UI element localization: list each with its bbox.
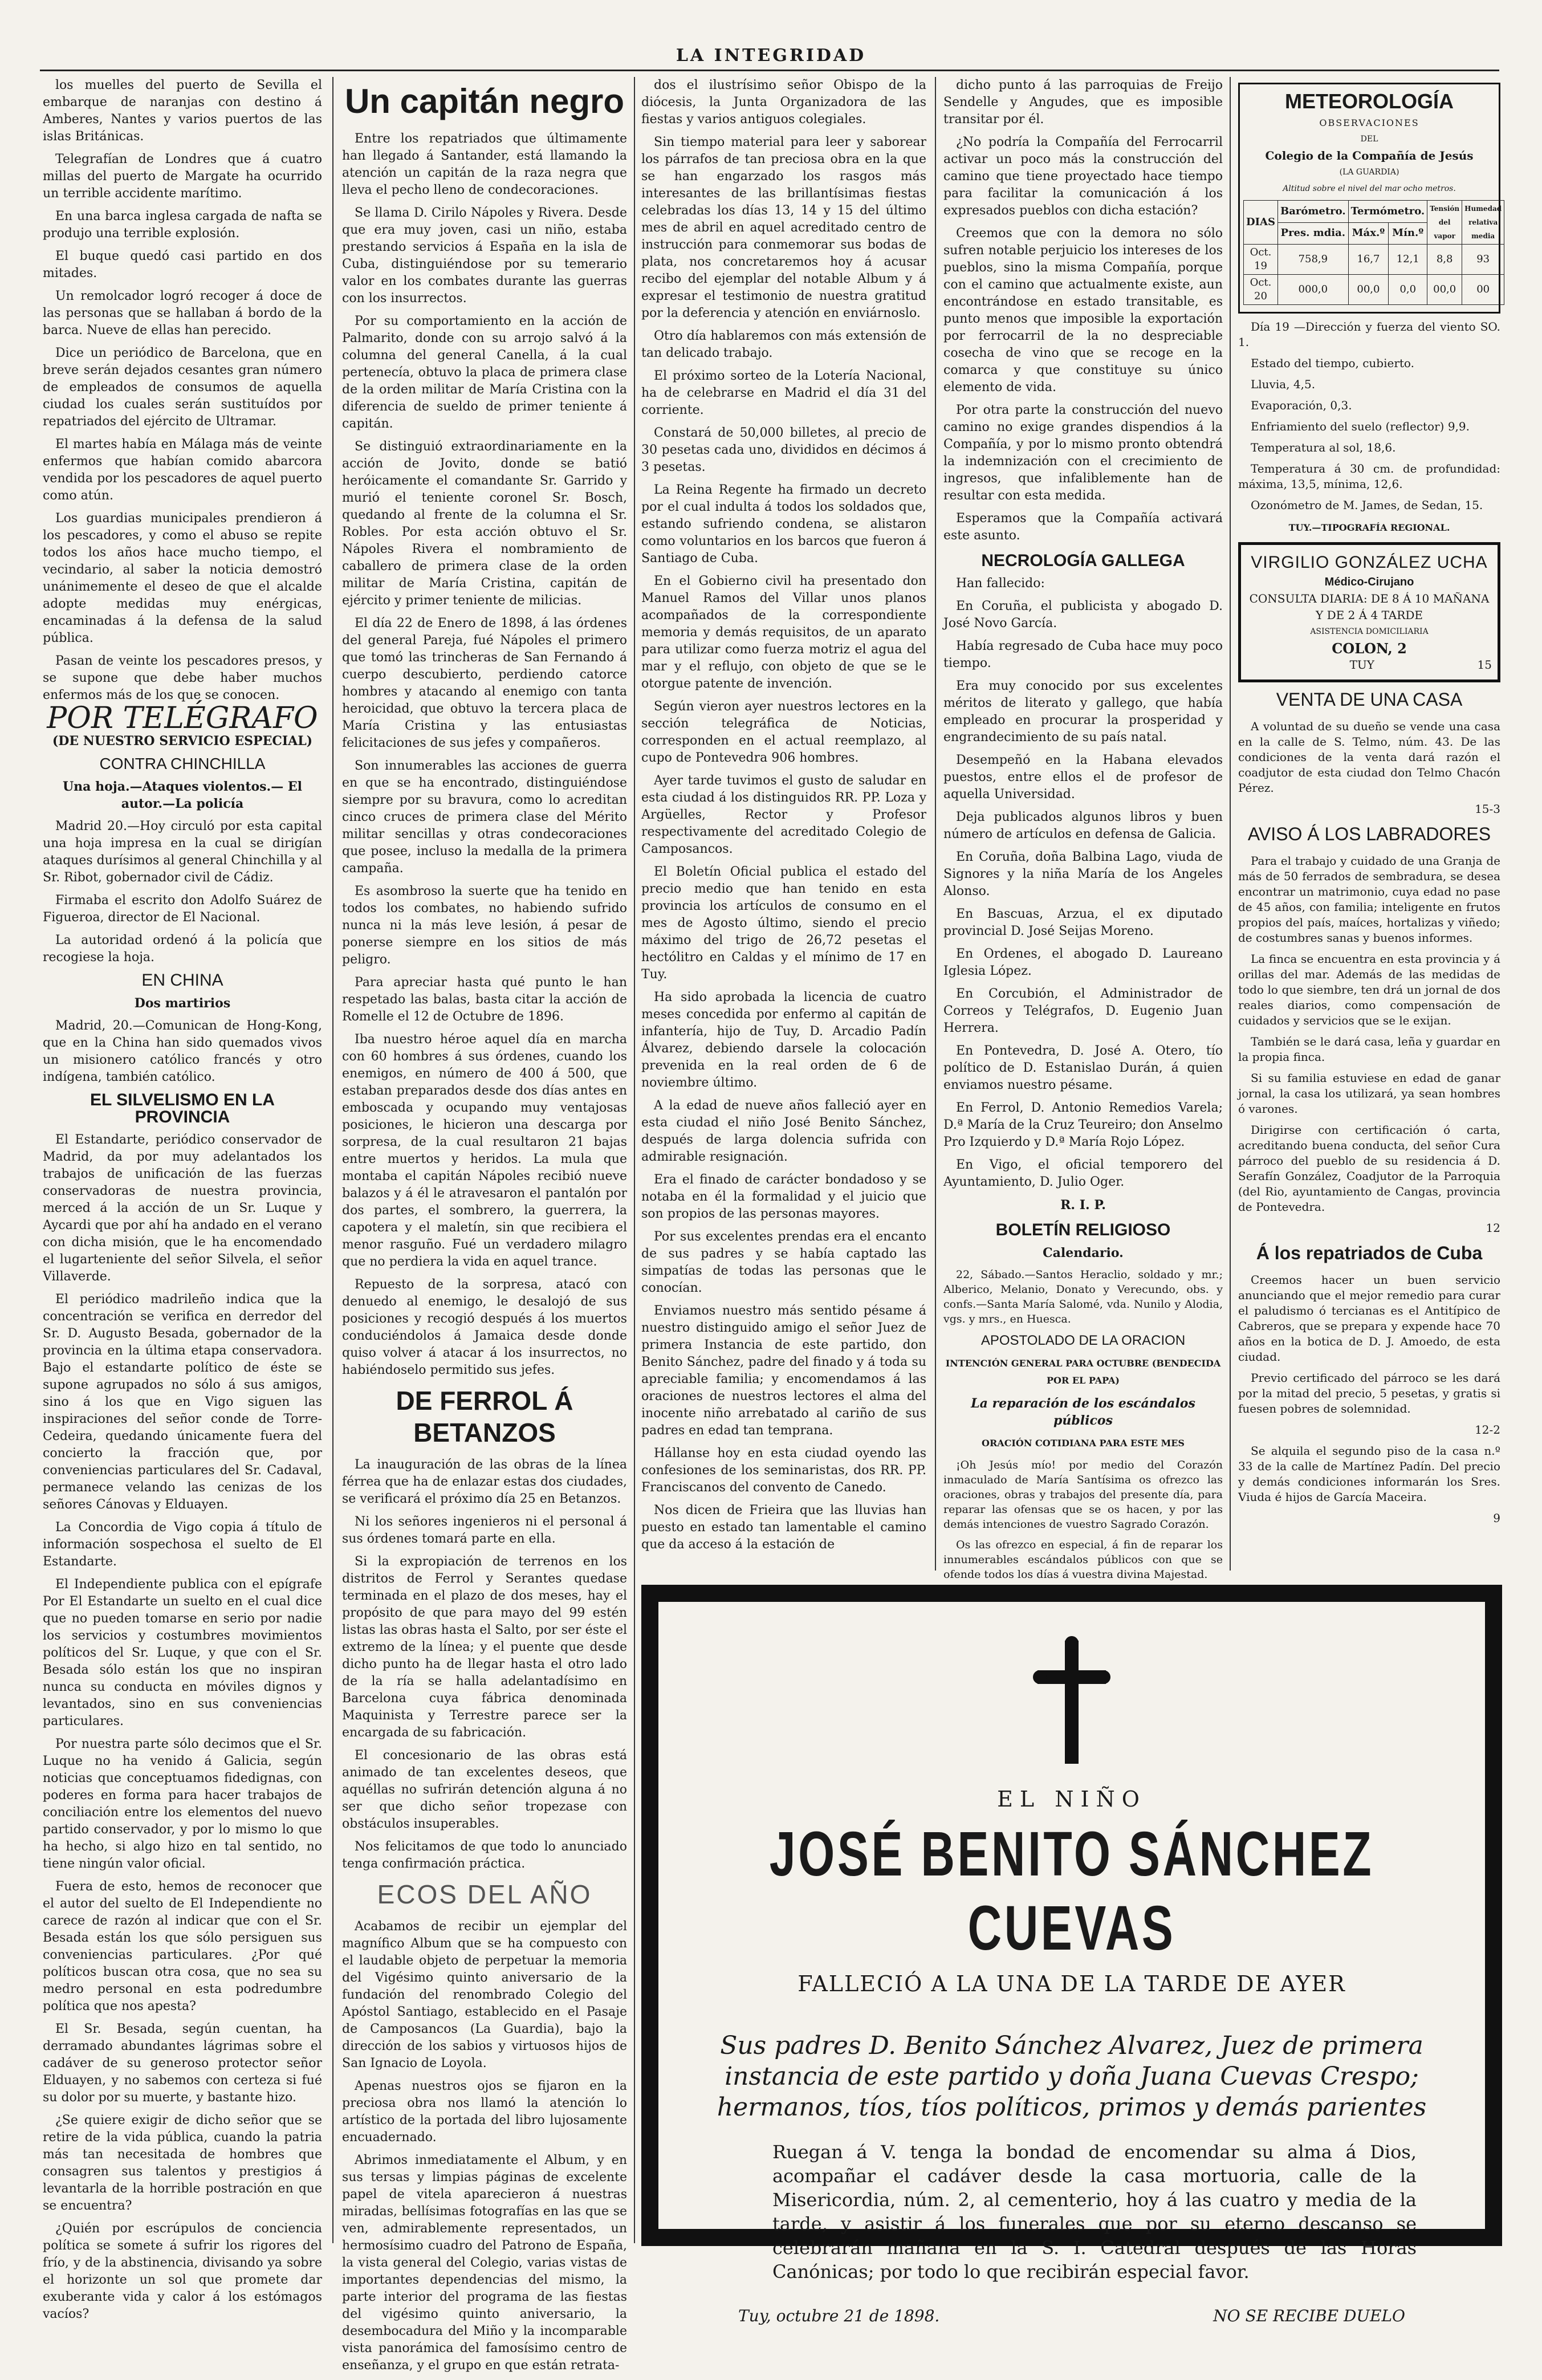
news-item: Madrid, 20.—Comunican de Hong-Kong, que en la China han sido quemados vivos un misionero católico francés y otro indígena, también católico. [43, 1019, 322, 1084]
article-subheading: INTENCIÓN GENERAL PARA OCTUBRE (BENDECIDA POR EL PAPA) [945, 1358, 1221, 1386]
news-item: Entre los repatriados que últimamente han llegado á Santander, está llamando la atención un capitán de la raza negra que lleva el pecho lleno de condecoraciones. [342, 132, 627, 197]
ad-number: 9 [1493, 1511, 1500, 1525]
weather-subtitle: (LA GUARDIA) [1339, 168, 1399, 177]
news-item: Nos felicitamos de que todo lo anunciado tenga confirmación práctica. [342, 1840, 627, 1871]
news-item: Apenas nuestros ojos se fijaron en la preciosa obra nos llamó la atención lo artístico de la portada del libro lujosamente encuadernado. [342, 2079, 627, 2145]
weather-note: Evaporación, 0,3. [1251, 398, 1352, 412]
obituary-footer [738, 2306, 1405, 2325]
news-item: Dice un periódico de Barcelona, que en breve serán dejados cesantes gran número de empleados de consumos de aquella ciudad los cuales serán sustituídos por repatriados del ejército de Ultramar. [43, 346, 322, 429]
news-item: Por otra parte la construcción del nuevo camino no exige grandes dispendios á la Compañía, y por lo mismo pronto obtendrá la indemnización con el crecimiento de ingresos, que infaliblemente han de resultar con esta medida. [943, 403, 1223, 503]
column-5 [1238, 77, 1500, 1571]
column-3 [641, 77, 926, 1571]
news-item: Por su comportamiento en la acción de Palmarito, donde con su arrojo salvó á la columna del general Canella, á la cual pertenecía, obtuvo la placa de primera clase de la orden militar de María Cristina con la diferencia de sueldo de primer teniente á capitán. [342, 314, 627, 431]
news-item: El martes había en Málaga más de veinte enfermos que habían comido abarcora vendida por los pescadores de aquel puerto como atún. [43, 437, 322, 503]
ad-text: Dirigirse con certificación ó carta, acreditando buena conducta, del señor Cura párroco del pueblo de su residencia á D. Serafín González, Coadjutor de la Parroquia (del Rio, ayuntamiento de Cangas, provincia de Pontevedra. [1238, 1123, 1500, 1214]
news-item: El próximo sorteo de la Lotería Nacional, ha de celebrarse en Madrid el día 31 del corriente. [641, 369, 926, 417]
article-heading: ECOS DEL AÑO [377, 1879, 592, 1909]
ad-number: 12 [1486, 1221, 1500, 1235]
ad-text: Para el trabajo y cuidado de una Granja de más de 50 ferrados de sembradura, se desea encontrar un matrimonio, cuya edad no pase de 45 años, con familia; inteligente en frutos propios del país, maíces, hortalizas y viñedo; de costumbres sanas y buenos informes. [1238, 854, 1500, 945]
news-item: La autoridad ordenó á la policía que recogiese la hoja. [43, 933, 322, 965]
ad-text: Si su familia estuviese en edad de ganar jornal, la casa los utilizará, ya sean hombres ó varones. [1238, 1071, 1500, 1116]
weather-altitude: Altitud sobre el nivel del mar ocho metros. [1283, 184, 1456, 193]
news-item: Enviamos nuestro más sentido pésame á nuestro distinguido amigo el señor Juez de primera Instancia de este partido, don Benito Sánchez, padre del finado y á toda su apreciable familia; y encomendamos á las oraciones de nuestros lectores el alma del inocente niño arrebatado al cariño de sus padres en edad tan temprana. [641, 1304, 926, 1438]
news-item: Firmaba el escrito don Adolfo Suárez de Figueroa, director de El Nacional. [43, 893, 322, 925]
news-item: ¿Se quiere exigir de dicho señor que se retire de la vida pública, cuando la patria más tan necesitada de hombres que consagren sus talentos y prestigios á levantarla de la horrible postración en que se encuentra? [43, 2113, 322, 2213]
table-cell: 00,0 [1348, 275, 1389, 305]
news-item: Abrimos inmediatamente el Album, y en sus tersas y limpias páginas de excelente papel de vitela aparecieron á nuestras miradas, bellísimas fotografías en las que se ven, admirablemente representados, un hermosísimo cuadro del Patrono de España, la vista general del Colegio, varias vistas de importantes dependencias del mismo, la parte interior del programa de las fiestas del vigésimo quinto aniversario, la desembocadura del Miño y la incomparable vista panorámica del famosísimo centro de enseñanza, y el grupo en que están retrata- [342, 2153, 627, 2373]
deceased-name: JOSÉ BENITO SÁNCHEZ CUEVAS [769, 1819, 1374, 1963]
article-heading: EN CHINA [141, 971, 223, 990]
weather-box [1238, 83, 1500, 314]
article-subheading: Calendario. [1043, 1246, 1124, 1260]
table-cell: 758,9 [1278, 245, 1349, 275]
table-header: DIAS [1244, 201, 1278, 245]
table-cell: 8,8 [1427, 245, 1462, 275]
obituary-label: EL NIÑO [997, 1787, 1146, 1812]
obituary-notice [641, 1585, 1502, 2325]
table-header: Tensión del vapor [1427, 201, 1462, 245]
obituary-family: Sus padres D. Benito Sánchez Alvarez, Juez de primera instancia de este partido y doña Juana Cuevas Crespo; hermanos, tíos, tíos políticos, primos y demás parientes [717, 2031, 1427, 2122]
ad-heading: AVISO Á LOS LABRADORES [1247, 824, 1491, 844]
news-item: Se llama D. Cirilo Nápoles y Rivera. Desde que era muy joven, casi un niño, estaba prestando servicios á España en la isla de Cuba, distinguiéndose por su temerario valor en los combates durante las guerras con los insurrectos. [342, 206, 627, 306]
table-cell: Oct. 20 [1244, 275, 1278, 305]
news-item: Son innumerables las acciones de guerra en que se ha encontrado, distinguiéndose siempre por su bravura, como lo acreditan cinco cruces de primera clase del Mérito militar sencillas y otras condecoraciones que posee, incluso la medalla de la primera campaña. [342, 759, 627, 876]
news-item: Deja publicados algunos libros y buen número de artículos en defensa de Galicia. [943, 810, 1223, 841]
obituary-death-line: FALLECIÓ A LA UNA DE LA TARDE DE AYER [798, 1971, 1346, 1996]
weather-note: Temperatura al sol, 18,6. [1251, 441, 1396, 454]
news-item: Os las ofrezco en especial, á fin de reparar los innumerables escándalos públicos con que se ofende todos los días á vuestra divina Majestad. [943, 1539, 1223, 1581]
article-subheading: ORACIÓN COTIDIANA PARA ESTE MES [982, 1438, 1185, 1449]
news-item: Creemos que con la demora no sólo sufren notable perjuicio los intereses de los pueblos, sino la misma Compañía, porque con el camino que actualmente existe, aun encontrándose en estado transitable, es punto menos que imposible la exportación por ferrocarril de la no despreciable cosecha de vino que se recoge en la comarca y que constituye su único elemento de vida. [943, 226, 1223, 394]
table-header: Humedad relativa media [1462, 201, 1504, 245]
news-item: Otro día hablaremos con más extensión de tan delicado trabajo. [641, 329, 926, 360]
ad-footer [1247, 657, 1492, 673]
table-row [1244, 245, 1504, 275]
news-item: Era muy conocido por sus excelentes méritos de literato y gallego, que había empleado en procurar la prosperidad y engrandecimiento de su país natal. [943, 679, 1223, 744]
ad-text: Y DE 2 Á 4 TARDE [1316, 608, 1423, 622]
news-item: Han fallecido: [956, 576, 1045, 591]
news-item: Para apreciar hasta qué punto le han respetado las balas, basta citar la acción de Romelle el 12 de Octubre de 1896. [342, 975, 627, 1024]
news-item: El Estandarte, periódico conservador de Madrid, da por muy adelantados los trabajos de unificación de las fuerzas conservadoras de nuestra provincia, merced á la acción de un Sr. Luque y Aycardi que por ahí ha andado en el verano con dicha misión, que le ha encomendado el lugarteniente del señor Silvela, el señor Villaverde. [43, 1133, 322, 1284]
masthead: LA INTEGRIDAD [676, 46, 866, 66]
section-heading: NECROLOGÍA GALLEGA [981, 551, 1185, 570]
news-item: Telegrafían de Londres que á cuatro millas del puerto de Margate ha ocurrido un terrible accidente marítimo. [43, 152, 322, 201]
ad-text: ASISTENCIA DOMICILIARIA [1310, 627, 1429, 636]
news-item: Desempeñó en la Habana elevados puestos, entre ellos el de profesor de aquella Universidad. [943, 753, 1223, 802]
rip-line: R. I. P. [1060, 1198, 1106, 1213]
news-item: Acabamos de recibir un ejemplar del magnífico Album que se ha compuesto con el laudable objeto de perpetuar la memoria del Vigésimo quinto aniversario de la fundación del renombrado Colegio del Apóstol Santiago, establecido en el Pasaje de Camposancos (La Guardia), bajo la dirección de los sabios y virtuosos hijos de San Ignacio de Loyola. [342, 1919, 627, 2070]
news-item: Por sus excelentes prendas era el encanto de sus padres y se había captado las simpatías de todas las personas que le conocían. [641, 1230, 926, 1295]
news-item: En Bascuas, Arzua, el ex diputado provincial D. José Seijas Moreno. [943, 907, 1223, 938]
news-item: El Sr. Besada, según cuentan, ha derramado abundantes lágrimas sobre el cadáver de su generoso protector señor Elduayen, y no sabemos con certeza si fué su dolor por su muerte, y bastante hizo. [43, 2022, 322, 2105]
news-item: Se distinguió extraordinariamente en la acción de Jovito, donde se batió heróicamente el comandante Sr. Garrido y murió el teniente coronel Sr. Bosch, quedando al frente de la columna el Sr. Robles. Por esta acción obtuvo el Sr. Nápoles Rivera el nombramiento de caballero de primera clase de la orden militar de María Cristina, capitán de ejército y primer teniente de milicias. [342, 440, 627, 608]
news-item: En el Gobierno civil ha presentado don Manuel Ramos del Villar unos planos acompañados de la correspondiente memoria y demás requisitos, de un aparato para utilizar como fuerza motriz el agua del mar y el reflujo, con objeto de que se le otorgue patente de invención. [641, 574, 926, 691]
weather-note: Estado del tiempo, cubierto. [1251, 356, 1414, 370]
news-item: Nos dicen de Frieira que las lluvias han puesto en estado tan lamentable el camino que da acceso á la estación de [641, 1503, 926, 1552]
article-subheading: La reparación de los escándalos públicos [971, 1396, 1195, 1428]
news-item: En Corcubión, el Administrador de Correos y Telégrafos, D. Eugenio Juan Herrera. [943, 987, 1223, 1035]
ad-text: COLON, 2 [1332, 640, 1407, 657]
news-item: los muelles del puerto de Sevilla el embarque de naranjas con destino á Amberes, Nantes y varios puertos de las islas Británicas. [43, 78, 322, 144]
table-cell: 00,0 [1427, 275, 1462, 305]
news-item: El día 22 de Enero de 1898, á las órdenes del general Pareja, fué Nápoles el primero que tomó las trincheras de San Fernando á cuerpo descubierto, perdiendo catorce hombres y atacando al enemigo con tanta heroicidad, que obtuvo la tercera placa de María Cristina y las entusiastas felicitaciones de sus jefes y compañeros. [342, 616, 627, 750]
news-item: El buque quedó casi partido en dos mitades. [43, 249, 322, 280]
news-item: 22, Sábado.—Santos Heraclio, soldado y mr.; Alberico, Melanio, Donato y Verecundo, obs. y confs.—Santa María Salomé, vda. Nunilo y Alodia, vgs. y mrs., en Huesca. [943, 1268, 1223, 1325]
news-item: Un remolcador logró recoger á doce de las personas que se hallaban á bordo de la barca. Nueve de ellas han perecido. [43, 289, 322, 337]
news-item: ¿No podría la Compañía del Ferrocarril activar un poco más la construcción del camino que tiene proyectado hace tiempo para facilitar la comunicación á los expresados pueblos con dicha estación? [943, 135, 1223, 218]
table-header: Mín.º [1389, 222, 1427, 245]
printer-line: TUY.—TIPOGRAFÍA REGIONAL. [1288, 522, 1450, 533]
table-cell: 16,7 [1348, 245, 1389, 275]
news-item: Era el finado de carácter bondadoso y se notaba en él la formalidad y el juicio que son propios de las personas mayores. [641, 1173, 926, 1221]
table-cell: 93 [1462, 245, 1504, 275]
cross-icon [1015, 1636, 1129, 1773]
news-item: dos el ilustrísimo señor Obispo de la diócesis, la Junta Organizadora de las fiestas y varios antiguos colegiales. [641, 78, 926, 127]
weather-subtitle: DEL [1360, 135, 1378, 144]
obituary-no-duelo: NO SE RECIBE DUELO [1213, 2306, 1405, 2325]
table-cell: 00 [1462, 275, 1504, 305]
news-item: En Vigo, el oficial temporero del Ayuntamiento, D. Julio Oger. [943, 1158, 1223, 1189]
column-4 [943, 77, 1223, 1581]
news-item: La Concordia de Vigo copia á título de información sospechosa el suelto de El Estandarte. [43, 1520, 322, 1569]
news-item: En Ordenes, el abogado D. Laureano Iglesia López. [943, 947, 1223, 978]
column-divider [1230, 77, 1231, 1571]
ad-heading: Á los repatriados de Cuba [1256, 1243, 1483, 1263]
section-subheading: (DE NUESTRO SERVICIO ESPECIAL) [52, 734, 313, 748]
column-divider [935, 77, 936, 1571]
news-item: El periódico madrileño indica que la concentración se verifica en derredor del Sr. D. Augusto Besada, gobernador de la provincia en la última etapa conservadora. Bajo el estandarte político de éste se supone agrupados no sólo á sus amigos, sino á los que en Vigo siguen las inspiraciones del señor conde de Torre-Cedeira, quedando únicamente fuera del concierto la fracción que, por conveniencias particulares del Sr. Cadaval, permanece velando las cenizas de los señores Cánovas y Elduayen. [43, 1292, 322, 1512]
news-item: El Boletín Oficial publica el estado del precio medio que han tenido en esta provincia los artículos de consumo en el mes de Agosto último, siendo el precio máximo del trigo de 26,72 pesetas el hectólitro en Caldas y el mínimo de 17 en Tuy. [641, 865, 926, 982]
article-heading: APOSTOLADO DE LA ORACION [980, 1333, 1186, 1348]
news-item: Constará de 50,000 billetes, al precio de 30 pesetas cada uno, divididos en décimos á 3 pesetas. [641, 426, 926, 474]
column-2 [342, 77, 627, 2380]
table-header: Máx.º [1348, 222, 1389, 245]
news-item: Es asombroso la suerte que ha tenido en todos los combates, no habiendo sufrido nunca ni la más leve lesión, á pesar de ponerse siempre en los sitios de más peligro. [342, 884, 627, 967]
news-item: Madrid 20.—Hoy circuló por esta capital una hoja impresa en la cual se dirigían ataques durísimos al general Chinchilla y al Sr. Ribot, gobernador civil de Cádiz. [43, 819, 322, 885]
obituary-date: Tuy, octubre 21 de 1898. [738, 2306, 940, 2325]
weather-note: Ozonómetro de M. James, de Sedan, 15. [1251, 498, 1483, 512]
news-item: Fuera de esto, hemos de reconocer que el autor del suelto de El Independiente no carece de razón al indicar que con el Sr. Besada están los que sólo persiguen sus conveniencias particulares. ¿Por qué políticos buscan otra cosa, que no sea su medro personal en esta podredumbre política que nos apesta? [43, 1879, 322, 2013]
doctor-ad [1238, 542, 1500, 682]
article-subheading: Dos martirios [134, 996, 231, 1011]
weather-subtitle: Colegio de la Compañía de Jesús [1265, 149, 1474, 162]
news-item: Según vieron ayer nuestros lectores en la sección telegráfica de Noticias, corresponden en el actual reemplazo, al cupo de Pontevedra 906 hombres. [641, 699, 926, 765]
table-header: Termómetro. [1348, 201, 1427, 223]
news-item: El concesionario de las obras está animado de tan excelentes deseos, que aquéllas no sufrirán detención alguna á no ser que dicho señor tropezase con obstáculos insuperables. [342, 1748, 627, 1831]
section-heading: POR TELÉGRAFO [47, 701, 318, 735]
news-item: Los guardias municipales prendieron á los pescadores, y como el abuso se repite todos los años hace mucho tiempo, el vecindario, al saber la noticia demostró unánimemente el deseo de que el alcalde adopte medidas muy enérgicas, encaminadas á la defensa de la salud pública. [43, 511, 322, 645]
news-item: En Ferrol, D. Antonio Remedios Varela; D.ª María de la Cruz Teureiro; don Anselmo Pro Izquierdo y D.ª María Rojo López. [943, 1101, 1223, 1149]
news-item: Si la expropiación de terrenos en los distritos de Ferrol y Serantes quedase terminada en el plazo de dos meses, hay el propósito de que para mayo del 99 estén listas las obras hasta el Salto, por ser éste el extremo de la línea; y el puente que desde dicho punto ha de llegar hasta el otro lado de la ría se halla adelantadísimo en Barcelona cuya fábrica denominada Maquinista y Terrestre parece ser la encargada de su fabricación. [342, 1555, 627, 1740]
table-row [1244, 275, 1504, 305]
news-item: Repuesto de la sorpresa, atacó con denuedo al enemigo, le desalojó de sus posiciones y recogió después á los muertos conduciéndolos á Jamaica desde donde quiso volver á atacar á los insurrectos, no habiéndoselo permitido sus jefes. [342, 1278, 627, 1377]
ad-text: También se le dará casa, leña y guardar en la propia finca. [1238, 1035, 1500, 1064]
news-item: Sin tiempo material para leer y saborear los párrafos de tan preciosa obra en la que se han engarzado los rasgos más interesantes de las brillantísimas fiestas celebradas los días 13, 14 y 15 del último mes de abril en aquel acreditado centro de instrucción para conmemorar sus bodas de plata, nos concretaremos hoy á acusar recibo del ejemplar del notable Album y á expresar el testimonio de nuestra gratitud por la deferencia y atención en enviárnoslo. [641, 135, 926, 320]
ad-text: Creemos hacer un buen servicio anunciando que el mejor remedio para curar el paludismo ó tercianas es el Antitípico de Cabreros, que se prepara y expende hace 70 años en la botica de D. J. Amoedo, de esta ciudad. [1238, 1273, 1500, 1364]
news-item: La Reina Regente ha firmado un decreto por el cual indulta á todos los soldados que, estando sufriendo condena, se alistaron como voluntarios en los barcos que fueron á Santiago de Cuba. [641, 483, 926, 565]
ad-text: La finca se encuentra en esta provincia y á orillas del mar. Además de las medidas de todo lo que siembre, ten drá un jornal de dos reales diarios, como compensación de cuidados y servicios que se le exijan. [1238, 952, 1500, 1027]
ad-text: TUY [1349, 658, 1374, 672]
weather-subtitle: OBSERVACIONES [1319, 117, 1419, 128]
news-item: Iba nuestro héroe aquel día en marcha con 60 hombres á sus órdenes, cuando los enemigos, en número de 400 á 500, que estaban preparados desde dos días antes en emboscada y ocupando muy ventajosas posiciones, le hicieron una descarga por sorpresa, de la cual resultaron 21 bajas entre muertos y heridos. La mula que montaba el capitán Nápoles recibió nueve balazos y á él le atravesaron el pantalón por dos partes, el sombrero, la guerrera, la capotera y el maletín, sin que recibiera el menor rasguño. Fué un verdadero milagro que no perdiera la vida en aquel trance. [342, 1032, 627, 1269]
column-divider [634, 77, 635, 2243]
news-item: Esperamos que la Compañía activará este asunto. [943, 511, 1223, 543]
ad-text: A voluntad de su dueño se vende una casa en la calle de S. Telmo, núm. 43. De las condiciones de la venta dará razón el coadjutor de esta ciudad don Telmo Chacón Pérez. [1238, 719, 1500, 795]
news-item: ¿Quién por escrúpulos de conciencia política se somete á sufrir los rigores del frío, y de la abstinencia, divisando ya sobre el horizonte un sol que promete dar exuberante vida y calor á los estómagos vacíos? [43, 2222, 322, 2321]
article-heading: DE FERROL Á BETANZOS [396, 1386, 573, 1447]
masthead-rule [40, 70, 1499, 71]
ad-text: Previo certificado del párroco se les dará por la mitad del precio, 5 pesetas, y gratis si fuesen pobres de solemnidad. [1238, 1371, 1500, 1415]
news-item: dicho punto á las parroquias de Freijo Sendelle y Angudes, que es imposible transitar por él. [943, 78, 1223, 127]
news-item: En Pontevedra, D. José A. Otero, tío político de D. Estanislao Durán, á quien enviamos nuestro pésame. [943, 1044, 1223, 1092]
news-item: Había regresado de Cuba hace muy poco tiempo. [943, 639, 1223, 670]
news-item: En Coruña, doña Balbina Lago, viuda de Signores y la niña María de los Angeles Alonso. [943, 850, 1223, 898]
weather-note: Día 19 —Dirección y fuerza del viento SO. 1. [1238, 320, 1500, 349]
ad-number: 12-2 [1475, 1423, 1500, 1437]
weather-table [1243, 200, 1504, 305]
section-heading: BOLETÍN RELIGIOSO [995, 1220, 1171, 1239]
news-item: Ayer tarde tuvimos el gusto de saludar en esta ciudad á los distinguidos RR. PP. Loza y Argüelles, Rector y Profesor respectivamente del acreditado Colegio de Camposancos. [641, 774, 926, 856]
weather-note: Temperatura á 30 cm. de profundidad: máxima, 13,5, mínima, 12,6. [1238, 462, 1500, 491]
table-cell: Oct. 19 [1244, 245, 1278, 275]
ad-text: 15 [1477, 658, 1492, 672]
news-item: Ha sido aprobada la licencia de cuatro meses concedida por enfermo al capitán de infantería, hijo de Tuy, D. Arcadio Padín Álvarez, debiendo darsele la colocación prevenida en la real orden de 6 de noviembre último. [641, 990, 926, 1090]
table-cell: 000,0 [1278, 275, 1349, 305]
ad-text: CONSULTA DIARIA: DE 8 Á 10 MAÑANA [1249, 592, 1490, 605]
table-header: Pres. mdia. [1278, 222, 1349, 245]
news-item: A la edad de nueve años falleció ayer en esta ciudad el niño José Benito Sánchez, después de larga dolencia sufrida con admirable resignación. [641, 1099, 926, 1164]
table-header: Barómetro. [1278, 201, 1349, 223]
news-item: En una barca inglesa cargada de nafta se produjo una terrible explosión. [43, 209, 322, 241]
ad-number: 15-3 [1475, 802, 1500, 816]
column-divider [332, 77, 333, 2243]
obituary-body: Ruegan á V. tenga la bondad de encomendar su alma á Dios, acompañar el cadáver desde la casa mortuoria, calle de la Misericordia, núm. 2, al cementerio, hoy á las cuatro y media de la tarde, y asistir á los funerales que por su eterno descanso se celebrarán mañana en la S. I. Catedral después de las Horas Canónicas; por todo lo que recibirán especial favor. [772, 2141, 1417, 2283]
news-item: El Independiente publica con el epígrafe Por El Estandarte un suelto en el cual dice que no pueden tomarse en serio por nadie los servicios y costumbres movimientos políticos del Sr. Luque, y que con el Sr. Besada sólo están los que no inspiran nunca su conducta en móviles dignos y levantados, sino en sus conveniencias particulares. [43, 1577, 322, 1728]
obituary-inner [658, 1602, 1485, 2325]
table-cell: 0,0 [1389, 275, 1427, 305]
news-item: Pasan de veinte los pescadores presos, y se supone que debe haber muchos enfermos más de los que se conocen. [43, 654, 322, 702]
ad-heading: VIRGILIO GONZÁLEZ UCHA [1251, 553, 1488, 572]
article-subheading: Una hoja.—Ataques violentos.— El autor.—La policía [63, 779, 302, 811]
news-item: Ni los señores ingenieros ni el personal á sus órdenes tomará parte en ella. [342, 1515, 627, 1546]
weather-title: METEOROLOGÍA [1285, 89, 1454, 113]
table-cell: 12,1 [1389, 245, 1427, 275]
news-item: En Coruña, el publicista y abogado D. José Novo García. [943, 599, 1223, 630]
ad-text: Se alquila el segundo piso de la casa n.º 33 de la calle de Martínez Padín. Del precio y demás condiciones informarán los Sres. Viuda é hijos de García Maceira. [1238, 1444, 1500, 1504]
ad-text: Médico-Cirujano [1324, 576, 1414, 588]
news-item: Hállanse hoy en esta ciudad oyendo las confesiones de los seminaristas, dos RR. PP. Franciscanos del convento de Canedo. [641, 1446, 926, 1495]
ad-heading: VENTA DE UNA CASA [1276, 689, 1463, 710]
article-heading: EL SILVELISMO EN LA PROVINCIA [90, 1091, 275, 1126]
weather-note: Lluvia, 4,5. [1251, 377, 1316, 391]
weather-note: Enfriamiento del suelo (reflector) 9,9. [1251, 420, 1470, 433]
article-heading: CONTRA CHINCHILLA [99, 755, 266, 772]
article-heading: Un capitán negro [344, 82, 625, 120]
column-1 [43, 77, 322, 2329]
news-item: ¡Oh Jesús mío! por medio del Corazón inmaculado de María Santísima os ofrezco las oraciones, obras y trabajos del presente día, para reparar las ofensas que se os hacen, y por las demás intenciones de vuestro Sagrado Corazón. [943, 1459, 1223, 1531]
news-item: La inauguración de las obras de la línea férrea que ha de enlazar estas dos ciudades, se verificará el próximo día 25 en Betanzos. [342, 1458, 627, 1506]
news-item: Por nuestra parte sólo decimos que el Sr. Luque no ha venido á Galicia, según noticias que conceptuamos fidedignas, con poderes en forma para hacer trabajos de conciliación entre los elementos del nuevo partido conservador, y por lo mismo lo que ha hecho, si algo hizo en tal sentido, no tiene ningún valor oficial. [43, 1737, 322, 1871]
